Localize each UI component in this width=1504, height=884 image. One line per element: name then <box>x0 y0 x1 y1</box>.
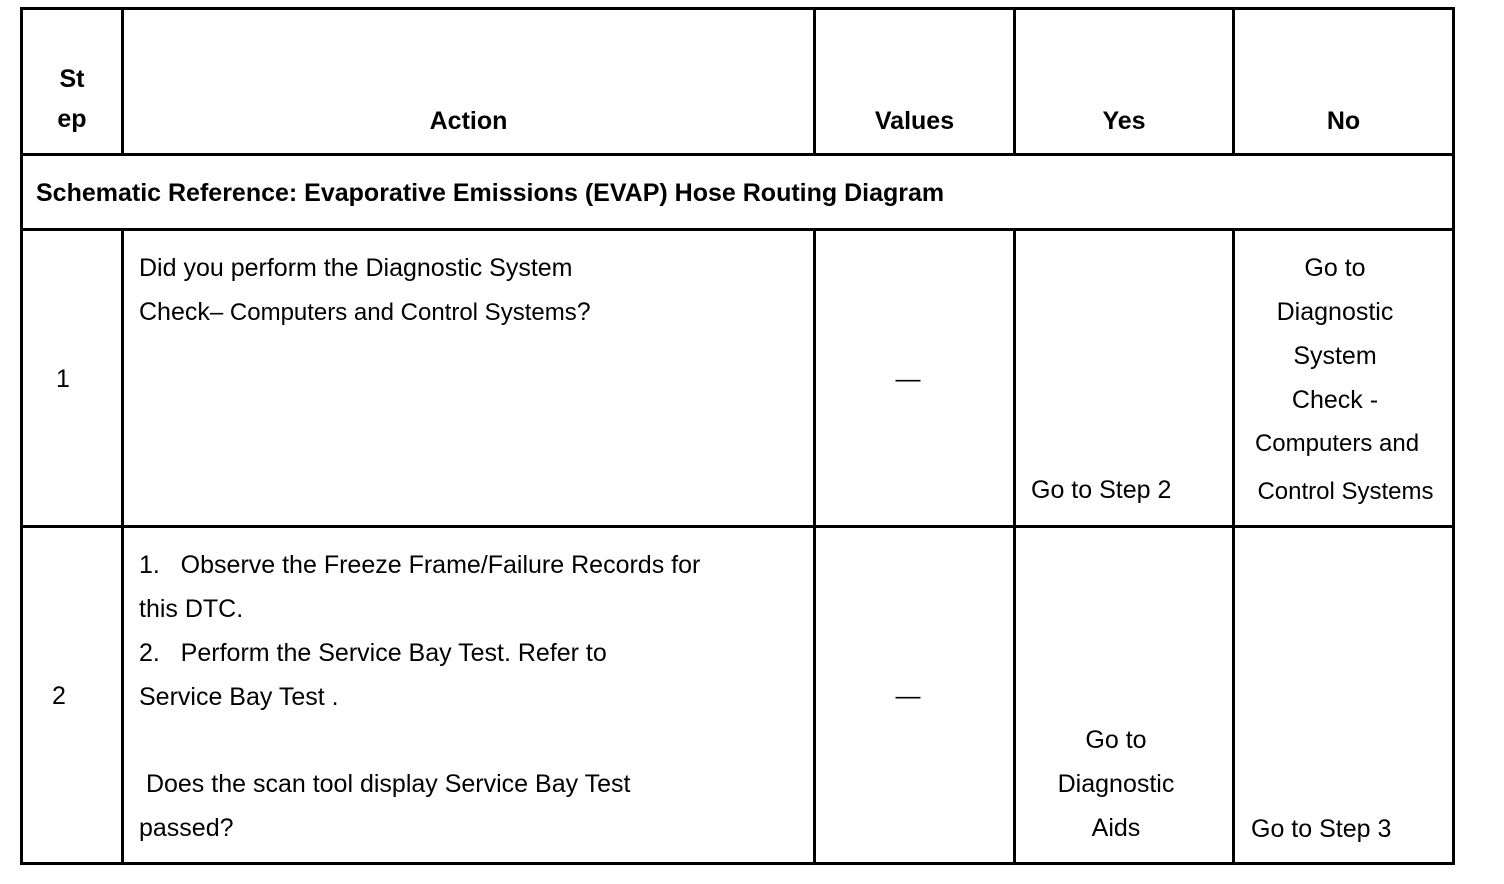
row1-no-line1: Go to <box>1304 254 1366 282</box>
reference-divider <box>20 228 1455 231</box>
row1-step: 1 <box>56 365 70 393</box>
row1-no-line4: Check - <box>1291 386 1379 414</box>
diagnostic-table <box>20 7 1455 865</box>
table-border-bottom <box>20 862 1455 865</box>
schematic-reference: Schematic Reference: Evaporative Emissions (EVAP) Hose Routing Diagram <box>36 179 945 207</box>
row2-yes-line1: Go to <box>1085 726 1147 754</box>
row2-action-item2: 2. Perform the Service Bay Test. Refer to <box>139 639 607 667</box>
row1-no-line2: Diagnostic <box>1276 298 1394 326</box>
col-divider-action <box>813 228 816 865</box>
row1-no[interactable] <box>1235 246 1435 518</box>
row2-action-link[interactable]: Service Bay Test . <box>139 683 339 711</box>
row2-yes[interactable] <box>1016 718 1216 850</box>
row1-action-question-mark: ? <box>576 298 591 326</box>
row1-action-link[interactable]: – Computers and Control Systems <box>209 299 577 326</box>
row2-action-item1: 1. Observe the Freeze Frame/Failure Records for <box>139 551 701 579</box>
table-border-top <box>20 7 1455 10</box>
header-values: Values <box>874 107 955 135</box>
row1-action-check: Check <box>139 298 210 326</box>
table-border-right <box>1452 7 1455 865</box>
row2-no[interactable]: Go to Step 3 <box>1251 815 1392 843</box>
row1-action <box>139 246 809 335</box>
col-divider-step <box>121 228 124 865</box>
row-divider <box>20 525 1455 528</box>
row2-value: — <box>895 682 921 710</box>
row1-no-line5: Computers and <box>1254 430 1420 457</box>
row1-value: — <box>895 365 921 393</box>
header-action: Action <box>429 107 508 135</box>
row1-yes[interactable]: Go to Step 2 <box>1031 476 1172 504</box>
row2-action <box>139 543 809 850</box>
header-no: No <box>1326 107 1361 135</box>
header-step-line1: St <box>59 65 85 93</box>
row2-action-item1-cont: this DTC. <box>139 595 244 623</box>
row2-question-line2: passed? <box>139 814 234 842</box>
header-yes: Yes <box>1102 107 1146 135</box>
row1-action-line2 <box>139 290 809 335</box>
row2-yes-line3: Aids <box>1091 814 1141 842</box>
row1-action-line1: Did you perform the Diagnostic System <box>139 254 573 282</box>
row1-no-line6: Control Systems <box>1257 478 1434 505</box>
row1-no-line3: System <box>1293 342 1377 370</box>
header-divider <box>20 153 1455 156</box>
row2-question-line1: Does the scan tool display Service Bay Test <box>139 770 631 798</box>
row2-yes-line2: Diagnostic <box>1057 770 1175 798</box>
row2-step: 2 <box>52 682 66 710</box>
header-step <box>23 59 121 139</box>
header-step-line2: ep <box>57 105 87 133</box>
